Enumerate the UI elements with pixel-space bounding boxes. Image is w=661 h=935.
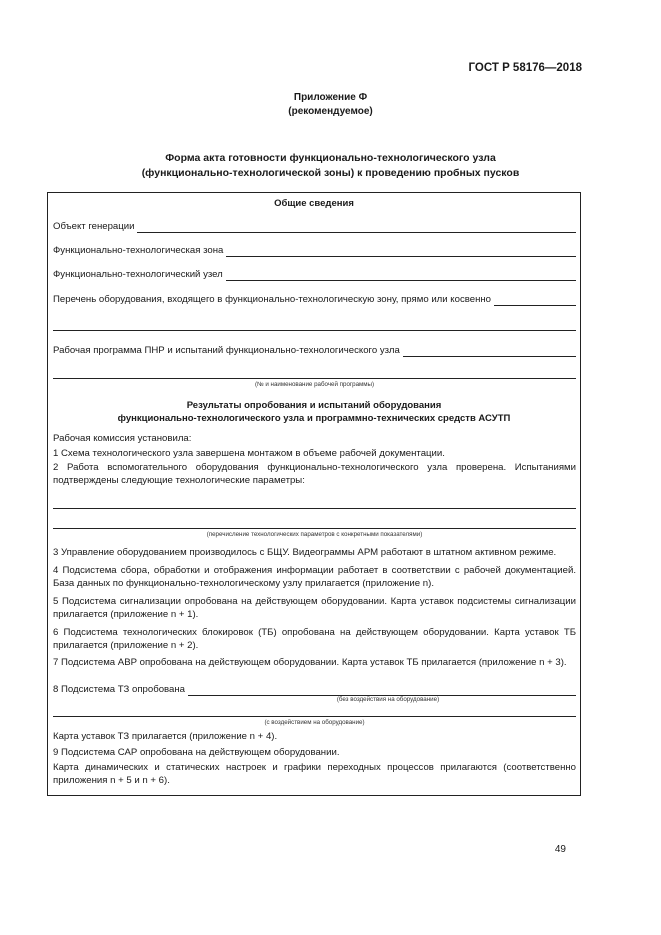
results-heading bbox=[47, 399, 581, 425]
dynamics-text: Карта динамических и статических настроек и графики переходных процессов прилагаются (соответственно приложения n + 5 и n + 6). bbox=[53, 762, 576, 786]
results-heading-line1: Результаты опробования и испытаний оборудования bbox=[186, 400, 442, 411]
general-heading: Общие сведения bbox=[274, 198, 354, 209]
item-9: 9 Подсистема САР опробована на действующем оборудовании. bbox=[53, 747, 340, 758]
item-3: 3 Управление оборудованием производилось с БЩУ. Видеограммы АРМ работают в штатном активном режиме. bbox=[53, 547, 557, 558]
program-fill-line[interactable] bbox=[403, 346, 576, 357]
program-caption: (№ и наименование рабочей программы) bbox=[254, 381, 375, 388]
object-label: Объект генерации bbox=[53, 221, 135, 232]
equipment-extra-line[interactable] bbox=[53, 330, 576, 331]
node-label: Функционально-технологический узел bbox=[53, 269, 223, 280]
params-line-2[interactable] bbox=[53, 528, 576, 529]
item-8-field[interactable] bbox=[53, 684, 576, 696]
commission-text: Рабочая комиссия установила: bbox=[53, 433, 192, 444]
item-2: 2 Работа вспомогательного оборудования функционально-технологического узла проверена. Испытаниями подтверждены следующие технологические параметры: bbox=[53, 462, 576, 486]
item-6: 6 Подсистема технологических блокировок (ТБ) опробована на действующем оборудовании. Карта уставок ТБ прилагается (приложение n + 2). bbox=[53, 627, 576, 651]
appendix-heading bbox=[0, 91, 661, 119]
item-5: 5 Подсистема сигнализации опробована на действующем оборудовании. Карта уставок подсистемы сигнализации прилагается (приложение n + 1). bbox=[53, 596, 576, 620]
item-8-caption-1: (без воздействия на оборудование) bbox=[336, 696, 440, 703]
equipment-fill-line[interactable] bbox=[494, 295, 576, 306]
equipment-label: Перечень оборудования, входящего в функционально-технологическую зону, прямо или косвенно bbox=[53, 294, 491, 305]
item-8-fill-line[interactable] bbox=[188, 685, 576, 696]
equipment-field[interactable] bbox=[53, 294, 576, 306]
zone-field[interactable] bbox=[53, 245, 576, 257]
zone-label: Функционально-технологическая зона bbox=[53, 245, 224, 256]
item-8-caption-2: (с воздействием на оборудование) bbox=[264, 719, 365, 726]
item-8-label: 8 Подсистема ТЗ опробована bbox=[53, 684, 185, 695]
item-8-line-2[interactable] bbox=[53, 716, 576, 717]
item-4: 4 Подсистема сбора, обработки и отображения информации работает в соответствии с рабочей документацией. База данных по функционально-технологическому узлу прилагается (приложение n). bbox=[53, 565, 576, 589]
object-field[interactable] bbox=[53, 221, 576, 233]
program-field[interactable] bbox=[53, 345, 576, 357]
params-line-1[interactable] bbox=[53, 508, 576, 509]
object-fill-line[interactable] bbox=[137, 222, 576, 233]
standard-number: ГОСТ Р 58176—2018 bbox=[468, 62, 582, 74]
zone-fill-line[interactable] bbox=[226, 246, 576, 257]
node-fill-line[interactable] bbox=[226, 270, 576, 281]
form-title-line1: Форма акта готовности функционально-технологического узла bbox=[165, 152, 496, 164]
form-title bbox=[0, 151, 661, 181]
results-heading-line2: функционально-технологического узла и программно-технических средств АСУТП bbox=[117, 413, 511, 424]
item-7: 7 Подсистема АВР опробована на действующем оборудовании. Карта уставок ТБ прилагается (приложение n + 3). bbox=[53, 657, 567, 668]
program-line[interactable] bbox=[53, 378, 576, 379]
appendix-note: (рекомендуемое) bbox=[288, 106, 373, 117]
tz-card-text: Карта уставок ТЗ прилагается (приложение n + 4). bbox=[53, 731, 278, 742]
appendix-title: Приложение Ф bbox=[293, 92, 368, 103]
params-caption: (перечисление технологических параметров с конкретными показателями) bbox=[206, 531, 423, 538]
form-frame bbox=[47, 192, 581, 796]
page-number: 49 bbox=[554, 844, 566, 855]
item-1: 1 Схема технологического узла завершена монтажом в объеме рабочей документации. bbox=[53, 448, 445, 459]
node-field[interactable] bbox=[53, 269, 576, 281]
program-label: Рабочая программа ПНР и испытаний функционально-технологического узла bbox=[53, 345, 400, 356]
form-title-line2: (функционально-технологической зоны) к проведению пробных пусков bbox=[141, 167, 520, 179]
